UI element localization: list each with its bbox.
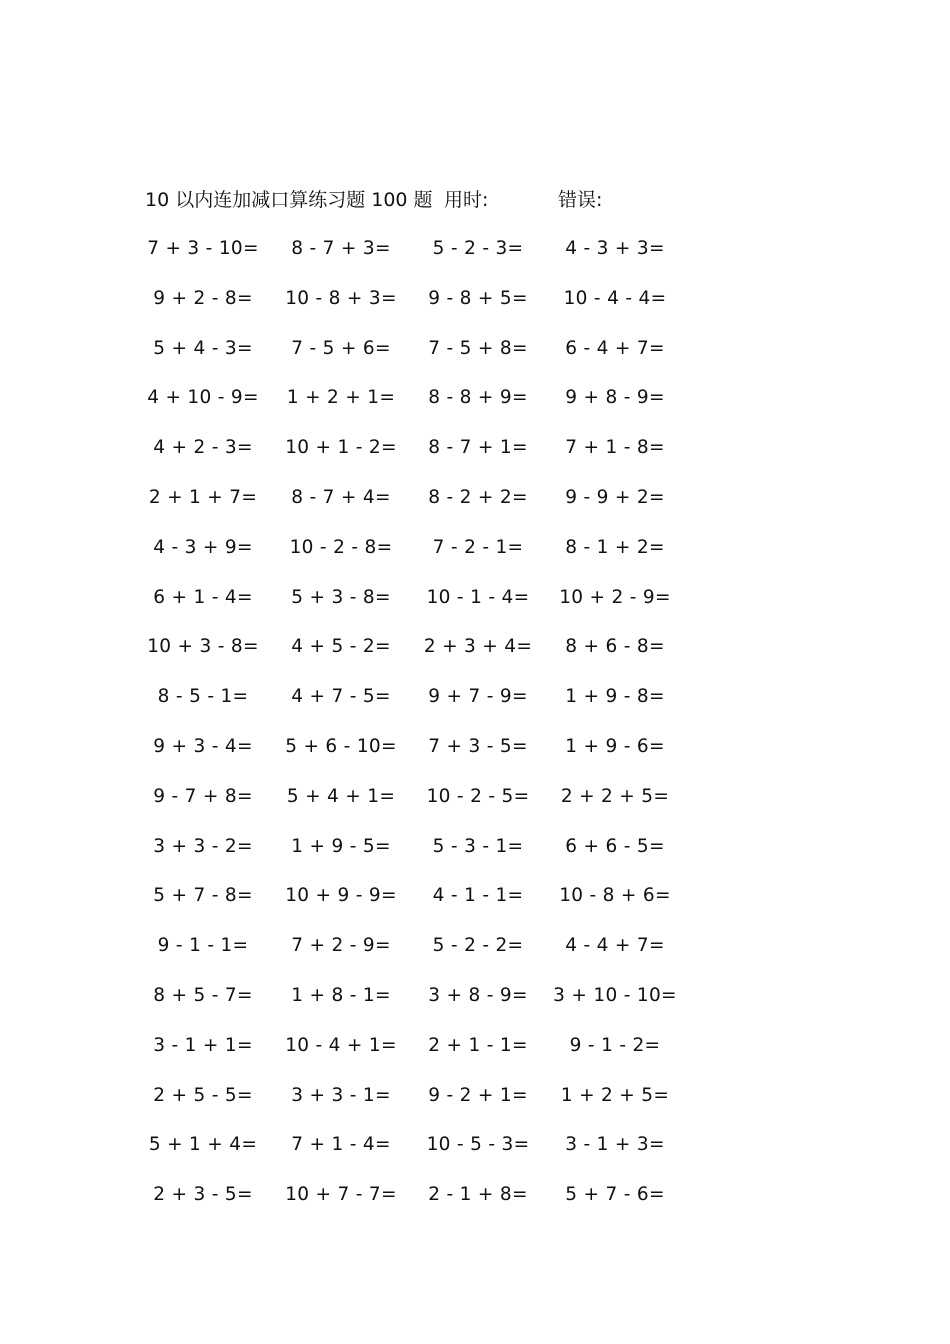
arithmetic-problem: 4 + 7 - 5=	[291, 686, 391, 708]
problem-row	[130, 732, 690, 782]
arithmetic-problem: 5 + 4 + 1=	[286, 785, 396, 807]
arithmetic-problem: 5 + 7 - 8=	[153, 885, 253, 907]
arithmetic-problem: 2 + 3 - 5=	[153, 1184, 253, 1206]
arithmetic-problem: 2 + 1 - 1=	[428, 1034, 528, 1056]
arithmetic-problem: 5 + 4 - 3=	[153, 337, 253, 359]
arithmetic-problem: 7 + 3 - 5=	[428, 735, 528, 757]
arithmetic-problem: 10 - 1 - 4=	[426, 586, 530, 608]
problem-row	[130, 483, 690, 533]
arithmetic-problem: 3 + 10 - 10=	[553, 984, 677, 1006]
arithmetic-problem: 4 + 10 - 9=	[147, 387, 259, 409]
arithmetic-problem: 1 + 9 - 8=	[565, 686, 665, 708]
arithmetic-problem: 1 + 9 - 5=	[291, 835, 391, 857]
arithmetic-problem: 6 + 1 - 4=	[153, 586, 253, 608]
arithmetic-problem: 9 + 8 - 9=	[565, 387, 665, 409]
arithmetic-problem: 9 + 2 - 8=	[153, 287, 253, 309]
arithmetic-problem: 4 - 4 + 7=	[565, 935, 665, 957]
arithmetic-problem: 9 - 2 + 1=	[428, 1084, 528, 1106]
problem-row	[130, 782, 690, 832]
problem-row	[130, 334, 690, 384]
arithmetic-problem: 2 + 5 - 5=	[153, 1084, 253, 1106]
arithmetic-problem: 8 - 8 + 9=	[428, 387, 528, 409]
arithmetic-problem: 10 - 8 + 3=	[285, 287, 397, 309]
arithmetic-problem: 8 - 7 + 4=	[291, 486, 391, 508]
problem-row	[130, 1180, 690, 1230]
arithmetic-problem: 7 + 2 - 9=	[291, 935, 391, 957]
arithmetic-problem: 8 + 5 - 7=	[153, 984, 253, 1006]
arithmetic-problem: 8 - 1 + 2=	[565, 536, 665, 558]
problem-row	[130, 881, 690, 931]
arithmetic-problem: 7 - 5 + 6=	[291, 337, 391, 359]
arithmetic-problem: 9 - 1 - 2=	[569, 1034, 661, 1056]
time-used-label: 用时:	[444, 189, 489, 211]
arithmetic-problem: 4 - 1 - 1=	[432, 885, 524, 907]
arithmetic-problem: 9 - 8 + 5=	[428, 287, 528, 309]
arithmetic-problem: 6 - 4 + 7=	[565, 337, 665, 359]
arithmetic-problem: 5 + 1 + 4=	[148, 1134, 258, 1156]
arithmetic-problem: 8 + 6 - 8=	[565, 636, 665, 658]
worksheet-title: 10 以内连加减口算练习题 100 题	[145, 189, 433, 211]
arithmetic-problem: 1 + 2 + 1=	[286, 387, 396, 409]
arithmetic-problem: 10 + 3 - 8=	[147, 636, 259, 658]
arithmetic-problem: 2 + 1 + 7=	[148, 486, 258, 508]
arithmetic-problem: 5 + 7 - 6=	[565, 1184, 665, 1206]
problem-row	[130, 433, 690, 483]
problem-row	[130, 981, 690, 1031]
arithmetic-problem: 7 + 3 - 10=	[147, 238, 259, 259]
arithmetic-problem: 1 + 9 - 6=	[565, 735, 665, 757]
arithmetic-problem: 2 + 3 + 4=	[423, 636, 533, 658]
problem-row	[130, 632, 690, 682]
arithmetic-problem: 5 + 6 - 10=	[285, 735, 397, 757]
arithmetic-problem: 1 + 2 + 5=	[560, 1084, 670, 1106]
arithmetic-problem: 9 - 7 + 8=	[153, 785, 253, 807]
arithmetic-problem: 10 - 4 + 1=	[285, 1034, 397, 1056]
arithmetic-problem: 2 - 1 + 8=	[428, 1184, 528, 1206]
arithmetic-problem: 8 - 7 + 1=	[428, 437, 528, 459]
arithmetic-problem: 4 + 2 - 3=	[153, 437, 253, 459]
arithmetic-problem: 2 + 2 + 5=	[560, 785, 670, 807]
arithmetic-problem: 10 + 9 - 9=	[285, 885, 397, 907]
arithmetic-problem: 5 - 3 - 1=	[432, 835, 524, 857]
problem-row	[130, 284, 690, 334]
worksheet-header	[0, 186, 950, 214]
problem-row	[130, 832, 690, 882]
arithmetic-problem: 9 - 9 + 2=	[565, 486, 665, 508]
arithmetic-problem: 3 + 3 - 1=	[291, 1084, 391, 1106]
arithmetic-problem: 1 + 8 - 1=	[291, 984, 391, 1006]
arithmetic-problem: 6 + 6 - 5=	[565, 835, 665, 857]
problem-row	[130, 234, 690, 284]
problem-row	[130, 1081, 690, 1131]
problem-row	[130, 383, 690, 433]
arithmetic-problem: 10 - 2 - 8=	[289, 536, 393, 558]
arithmetic-problem: 7 + 1 - 8=	[565, 437, 665, 459]
arithmetic-problem: 10 + 7 - 7=	[285, 1184, 397, 1206]
problem-row	[130, 583, 690, 633]
arithmetic-problem: 3 + 8 - 9=	[428, 984, 528, 1006]
arithmetic-problem: 10 - 8 + 6=	[559, 885, 671, 907]
errors-label: 错误:	[558, 189, 603, 211]
arithmetic-problem: 10 + 2 - 9=	[559, 586, 671, 608]
arithmetic-problem: 9 + 7 - 9=	[428, 686, 528, 708]
problem-grid	[130, 234, 690, 1230]
arithmetic-problem: 9 - 1 - 1=	[157, 935, 249, 957]
arithmetic-problem: 8 - 5 - 1=	[157, 686, 249, 708]
arithmetic-problem: 5 + 3 - 8=	[291, 586, 391, 608]
arithmetic-problem: 7 - 5 + 8=	[428, 337, 528, 359]
problem-row	[130, 1130, 690, 1180]
arithmetic-problem: 8 - 2 + 2=	[428, 486, 528, 508]
problem-row	[130, 931, 690, 981]
arithmetic-problem: 7 + 1 - 4=	[291, 1134, 391, 1156]
arithmetic-problem: 3 - 1 + 1=	[153, 1034, 253, 1056]
arithmetic-problem: 10 - 2 - 5=	[426, 785, 530, 807]
arithmetic-problem: 3 - 1 + 3=	[565, 1134, 665, 1156]
arithmetic-problem: 9 + 3 - 4=	[153, 735, 253, 757]
arithmetic-problem: 10 - 4 - 4=	[563, 287, 667, 309]
problem-row	[130, 682, 690, 732]
arithmetic-problem: 5 - 2 - 3=	[432, 238, 524, 259]
arithmetic-problem: 5 - 2 - 2=	[432, 935, 524, 957]
arithmetic-problem: 10 - 5 - 3=	[426, 1134, 530, 1156]
arithmetic-problem: 4 + 5 - 2=	[291, 636, 391, 658]
arithmetic-problem: 3 + 3 - 2=	[153, 835, 253, 857]
arithmetic-problem: 4 - 3 + 9=	[153, 536, 253, 558]
arithmetic-problem: 8 - 7 + 3=	[291, 238, 391, 259]
problem-row	[130, 533, 690, 583]
problem-row	[130, 1031, 690, 1081]
arithmetic-problem: 4 - 3 + 3=	[565, 238, 665, 259]
arithmetic-problem: 7 - 2 - 1=	[432, 536, 524, 558]
arithmetic-problem: 10 + 1 - 2=	[285, 437, 397, 459]
